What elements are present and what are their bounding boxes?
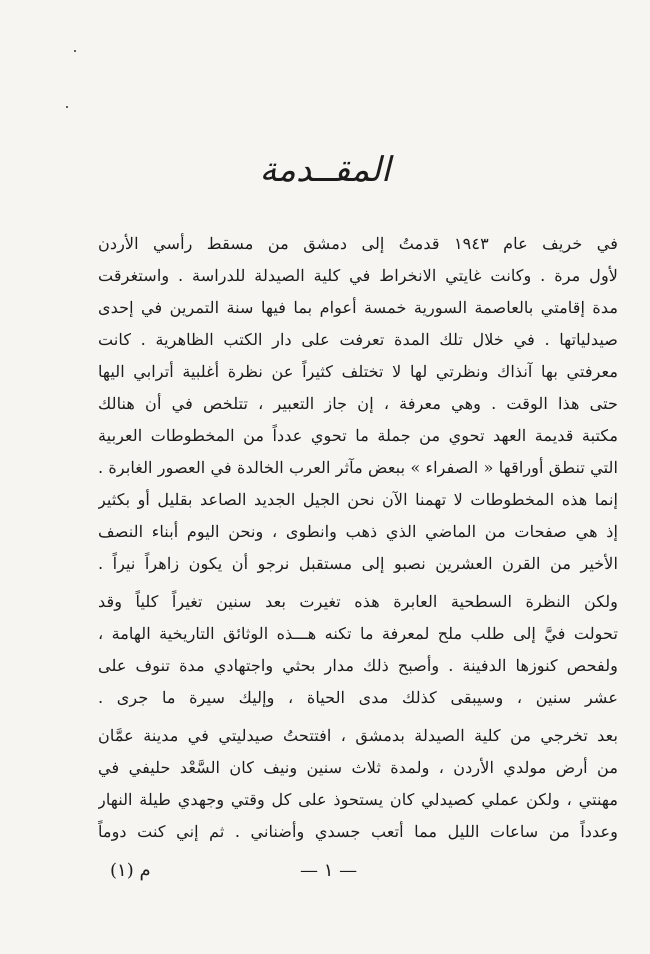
text-line: مكتبة قديمة العهد تحوي من جملة ما تحوي عدداً من المخطوطات العربية: [98, 426, 618, 445]
page-title: المقــدمة: [259, 150, 391, 190]
text-line: تحولت فيَّ إلى طلب ملح لمعرفة ما تكنه هـــذه الوثائق التاريخية الهامة ،: [98, 624, 618, 643]
text-line: الأخير من القرن العشرين نصبو إلى مستقبل نرجو أن يكون زاهراً نيراً .: [98, 554, 618, 573]
paragraph-3: [98, 720, 618, 848]
text-line: ولفحص كنوزها الدفينة . وأصبح ذلك مدار بحثي واجتهادي مدة تنوف على: [98, 656, 618, 675]
text-line: مهنتي ، ولكن عملي كصيدلي كان يستحوذ على كل وقتي وجهدي طيلة النهار: [98, 790, 618, 809]
scan-speck: [66, 106, 68, 108]
signature-mark: م (١): [110, 860, 151, 881]
text-line: التي تنطق أوراقها « الصفراء » ببعض مآثر العرب الخالدة في العصور الغابرة .: [98, 458, 618, 477]
text-line: صيدلياتها . في خلال تلك المدة تعرفت على دار الكتب الظاهرية . كانت: [98, 330, 618, 349]
text-line: معرفتي بها آنذاك ونظرتي لها لا تختلف كثيراً عن نظرة أغلبية أترابي اليها: [98, 362, 618, 381]
text-line: عشر سنين ، وسيبقى كذلك مدى الحياة ، وإليك سيرة ما جرى .: [98, 688, 618, 707]
page-footer: [100, 860, 620, 890]
paragraph-1: [98, 228, 618, 580]
text-line: بعد تخرجي من كلية الصيدلة بدمشق ، افتتحتُ صيدليتي في مدينة عمَّان: [98, 726, 618, 745]
text-line: لأول مرة . وكانت غايتي الانخراط في كلية الصيدلة للدراسة . واستغرقت: [98, 266, 618, 285]
text-line: إنما هذه المخطوطات لا تهمنا الآن نحن الجيل الجديد الصاعد بقليل أو بكثير: [98, 490, 618, 509]
text-line: وعدداً من ساعات الليل مما أتعب جسدي وأضناني . ثم إني كنت دوماً: [98, 822, 618, 841]
paragraph-2: [98, 586, 618, 714]
text-line: إذ هي صفحات من الماضي الذي ذهب وانطوى ، ونحن اليوم أبناء النصف: [98, 522, 618, 541]
text-line: من أرض مولدي الأردن ، ولمدة ثلاث سنين ونيف كان السَّعْد حليفي في: [98, 758, 618, 777]
body-text: [98, 228, 618, 848]
text-line: حتى هذا الوقت . وهي معرفة ، إن جاز التعبير ، تتلخص في أن هنالك: [98, 394, 618, 413]
scan-speck: [74, 50, 76, 52]
text-line: ولكن النظرة السطحية العابرة هذه تغيرت بعد سنين تغيراً كلياً وقد: [98, 592, 618, 611]
text-line: في خريف عام ١٩٤٣ قدمتُ إلى دمشق من مسقط رأسي الأردن: [98, 234, 618, 253]
text-line: مدة إقامتي بالعاصمة السورية خمسة أعوام بما فيها سنة التمرين في إحدى: [98, 298, 618, 317]
page-number: — ١ —: [300, 860, 358, 881]
